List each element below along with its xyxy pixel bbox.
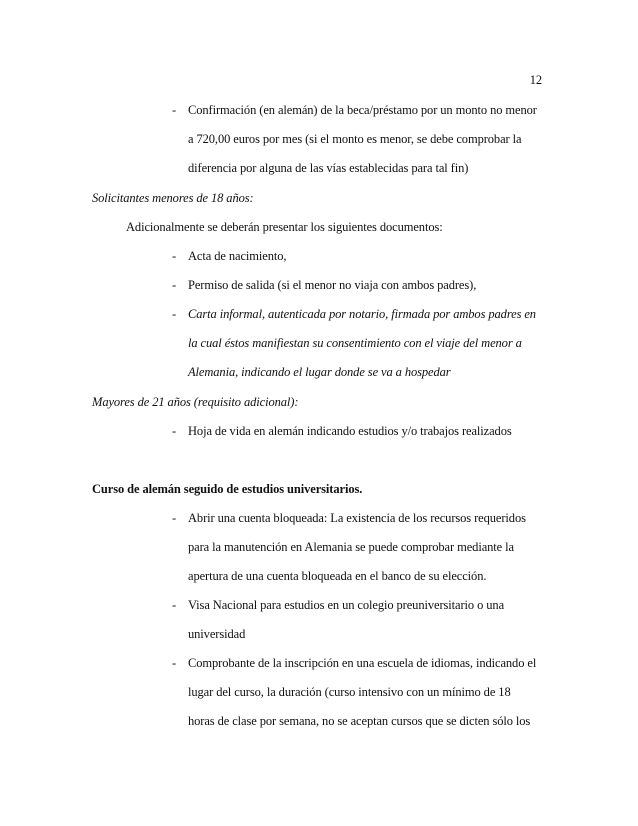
- list-item-line: universidad: [188, 627, 246, 641]
- minors-intro: Adicionalmente se deberán presentar los siguientes documentos:: [126, 220, 443, 234]
- list-item-line: la cual éstos manifiestan su consentimiento con el viaje del menor a: [188, 336, 522, 350]
- bullet-dash: -: [172, 307, 177, 321]
- list-item-line: para la manutención en Alemania se puede comprobar mediante la: [188, 540, 514, 554]
- bullet-dash: -: [172, 424, 177, 438]
- list-item-line: Carta informal, autenticada por notario, firmada por ambos padres en: [188, 307, 536, 321]
- list-item-line: Permiso de salida (si el menor no viaja con ambos padres),: [188, 278, 477, 292]
- course-heading: Curso de alemán seguido de estudios universitarios.: [92, 482, 363, 496]
- list-item-line: lugar del curso, la duración (curso intensivo con un mínimo de 18: [188, 685, 511, 699]
- list-item-line: horas de clase por semana, no se aceptan cursos que se dicten sólo los: [188, 714, 531, 728]
- bullet-dash: -: [172, 598, 177, 612]
- list-item-line: apertura de una cuenta bloqueada en el banco de su elección.: [188, 569, 487, 583]
- list-item-line: Alemania, indicando el lugar donde se va a hospedar: [188, 365, 451, 379]
- minors-heading: Solicitantes menores de 18 años:: [92, 191, 254, 205]
- list-item-line: Comprobante de la inscripción en una escuela de idiomas, indicando el: [188, 656, 537, 670]
- bullet-dash: -: [172, 511, 177, 525]
- list-item-line: diferencia por alguna de las vías establecidas para tal fin): [188, 161, 469, 175]
- list-item-line: Hoja de vida en alemán indicando estudios y/o trabajos realizados: [188, 424, 512, 438]
- page-number: 12: [529, 73, 542, 87]
- list-item-line: a 720,00 euros por mes (si el monto es menor, se debe comprobar la: [188, 132, 522, 146]
- bullet-dash: -: [172, 103, 177, 117]
- list-item-line: Confirmación (en alemán) de la beca/préstamo por un monto no menor: [188, 103, 537, 117]
- list-item-line: Acta de nacimiento,: [188, 249, 287, 263]
- bullet-dash: -: [172, 278, 177, 292]
- bullet-dash: -: [172, 656, 177, 670]
- bullet-dash: -: [172, 249, 177, 263]
- list-item-line: Visa Nacional para estudios en un colegio preuniversitario o una: [188, 598, 505, 612]
- adults-heading: Mayores de 21 años (requisito adicional):: [92, 395, 299, 409]
- list-item-line: Abrir una cuenta bloqueada: La existencia de los recursos requeridos: [188, 511, 526, 525]
